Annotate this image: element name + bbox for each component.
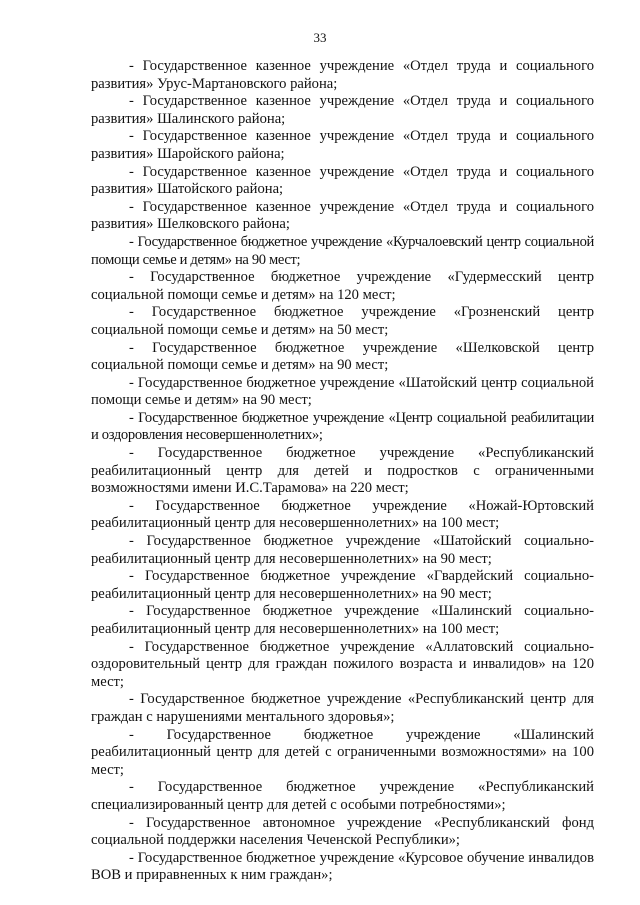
list-item: - Государственное бюджетное учреждение «Республиканский реабилитационный центр для детей и подростков с ограниченными возможностями имени И.С.Тарамова» на 220 мест; [91,445,594,497]
list-item: - Государственное автономное учреждение «Республиканский фонд социальной поддержки населения Чеченской Республики»; [91,814,594,849]
list-item: - Государственное бюджетное учреждение «Шатойский центр социальной помощи семье и детям» на 90 мест; [91,374,594,409]
list-item: - Государственное казенное учреждение «Отдел труда и социального развития» Шалинского района; [91,93,594,127]
list-item: - Государственное казенное учреждение «Отдел труда и социального развития» Шатойского района; [91,163,594,198]
list-item: - Государственное бюджетное учреждение «Шалинский реабилитационный центр для детей с ограниченными возможностями» на 100 мест; [91,726,594,778]
list-item: - Государственное бюджетное учреждение «Республиканский центр для граждан с нарушениями ментального здоровья»; [91,691,594,725]
page-number: 33 [313,30,327,45]
list-item: - Государственное бюджетное учреждение «Аллатовский социально-оздоровительный центр для граждан пожилого возраста и инвалидов» на 120 мест; [91,638,594,690]
list-item: - Государственное бюджетное учреждение «Курчалоевский центр социальной помощи семье и детям» на 90 мест; [91,233,594,268]
list-item: - Государственное бюджетное учреждение «Гвардейский социально-реабилитационный центр для несовершеннолетних» на 90 мест; [91,568,594,602]
list-item: - Государственное бюджетное учреждение «Шалинский социально-реабилитационный центр для несовершеннолетних» на 100 мест; [91,603,594,637]
list-item: - Государственное бюджетное учреждение «Центр социальной реабилитации и оздоровления несовершеннолетних»; [91,409,594,444]
list-item: - Государственное бюджетное учреждение «Республиканский специализированный центр для детей с особыми потребностями»; [91,779,594,813]
list-item: - Государственное бюджетное учреждение «Шелковской центр социальной помощи семье и детям» на 90 мест; [91,339,594,374]
list-item: - Государственное бюджетное учреждение «Грозненский центр социальной помощи семье и детям» на 50 мест; [91,304,594,338]
institution-list [91,58,594,885]
list-item: - Государственное казенное учреждение «Отдел труда и социального развития» Шаройского района; [91,128,594,162]
list-item: - Государственное казенное учреждение «Отдел труда и социального развития» Шелковского района; [91,198,594,233]
list-item: - Государственное казенное учреждение «Отдел труда и социального развития» Урус-Мартановского района; [91,58,594,92]
list-item: - Государственное бюджетное учреждение «Ножай-Юртовский реабилитационный центр для несовершеннолетних» на 100 мест; [91,497,594,532]
list-item: - Государственное бюджетное учреждение «Гудермесский центр социальной помощи семье и детям» на 120 мест; [91,269,594,303]
list-item: - Государственное бюджетное учреждение «Курсовое обучение инвалидов ВОВ и приравненных к ним граждан»; [91,849,594,884]
list-item: - Государственное бюджетное учреждение «Шатойский социально-реабилитационный центр для несовершеннолетних» на 90 мест; [91,533,594,567]
